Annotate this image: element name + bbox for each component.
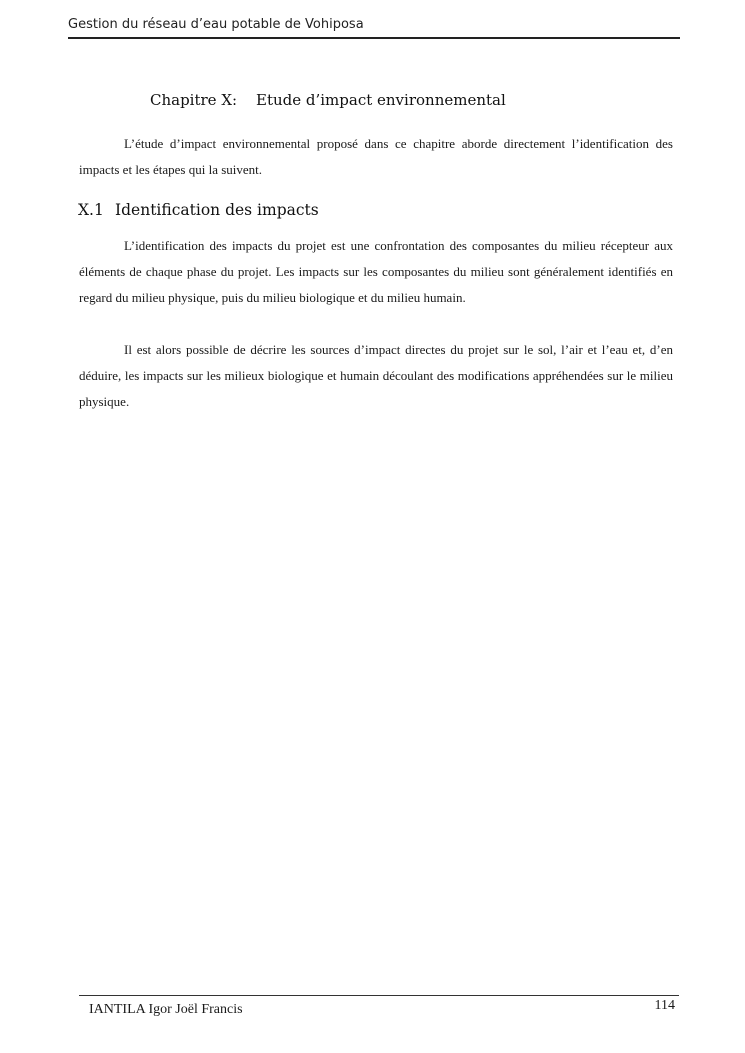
running-header-title: Gestion du réseau d’eau potable de Vohiposa: [68, 17, 364, 32]
running-header: [68, 15, 680, 39]
running-footer: [79, 995, 679, 1026]
footer-author: IANTILA Igor Joël Francis: [89, 1002, 243, 1017]
page-number: 114: [654, 998, 675, 1013]
intro-paragraph: L’étude d’impact environnemental proposé dans ce chapitre aborde directement l’identification des impacts et les étapes qui la suivent.: [79, 136, 673, 177]
chapter-title: [150, 89, 506, 111]
chapter-title-text: Etude d’impact environnemental: [256, 91, 506, 109]
section-number: X.1: [78, 201, 104, 219]
chapter-number: Chapitre X:: [150, 91, 238, 109]
section-heading: [78, 199, 319, 221]
section-title: Identification des impacts: [115, 201, 319, 219]
body-paragraph: L’identification des impacts du projet est une confrontation des composantes du milieu récepteur aux éléments de chaque phase du projet. Les impacts sur les composantes du milieu sont généralement identifiés en regard du milieu physique, puis du milieu biologique et du milieu humain.: [79, 238, 673, 305]
body-paragraph: Il est alors possible de décrire les sources d’impact directes du projet sur le sol, l’air et l’eau et, d’en déduire, les impacts sur les milieux biologique et humain découlant des modifications appréhendées sur le milieu physique.: [79, 342, 673, 409]
